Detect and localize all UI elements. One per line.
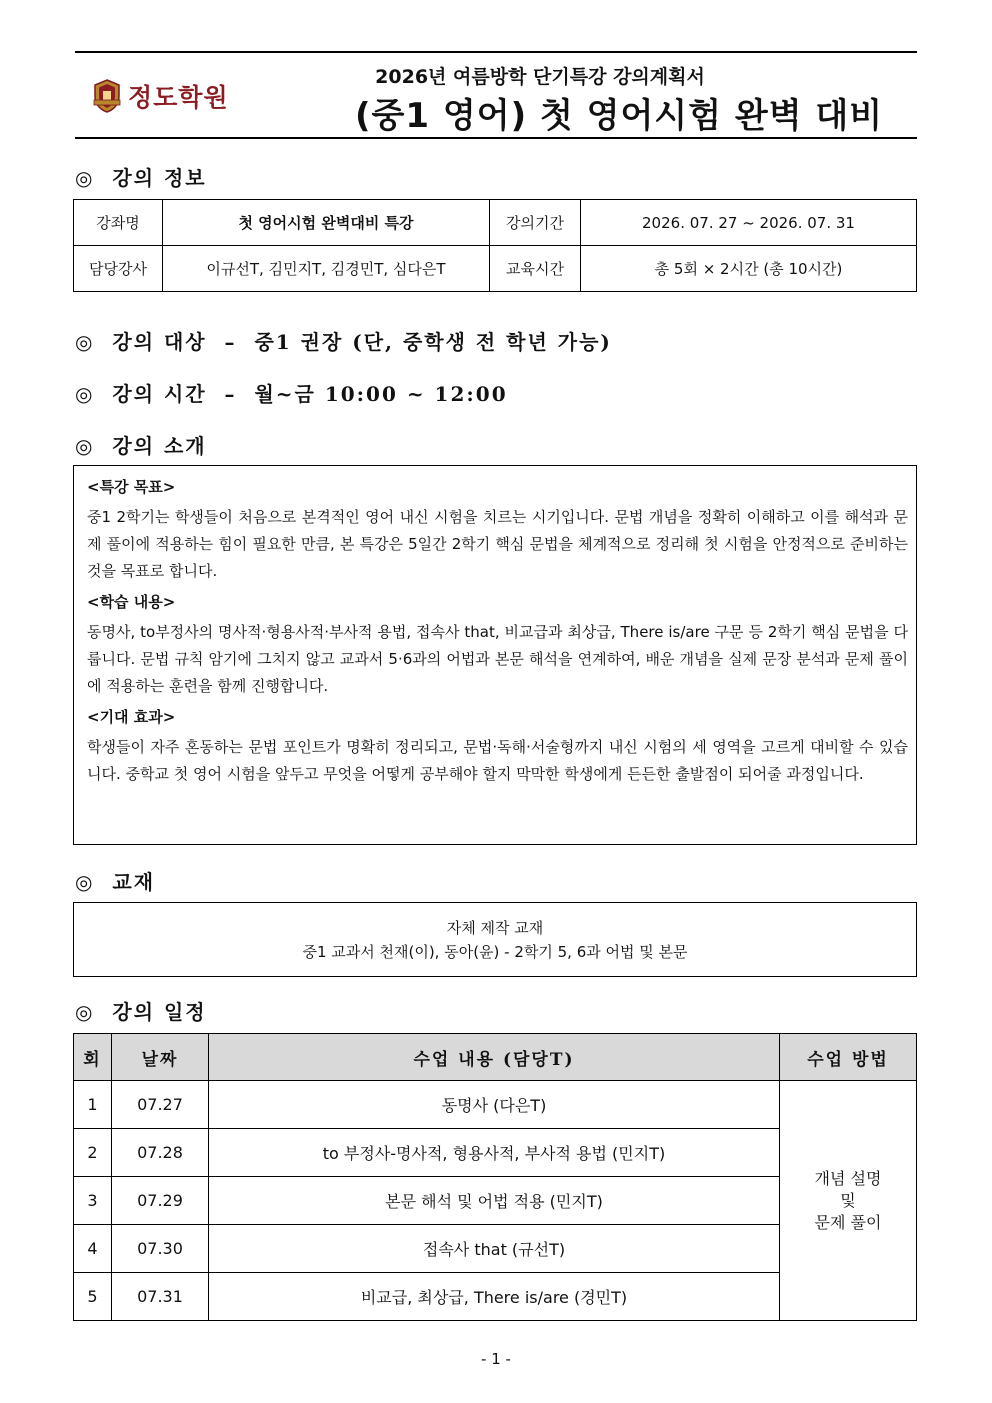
col-header-no: 회 xyxy=(74,1034,112,1081)
intro-box xyxy=(73,465,917,845)
row-content: 동명사 (다은T) xyxy=(209,1081,780,1129)
row-date: 07.31 xyxy=(112,1273,209,1321)
hours-value: 총 5회 × 2시간 (총 10시간) xyxy=(581,246,917,292)
method-line: 개념 설명 xyxy=(814,1168,882,1188)
content-text: 동명사, to부정사의 명사적·형용사적·부사적 용법, 접속사 that, 비교급과 최상급, There is/are 구문 등 2학기 핵심 문법을 다룹니다. 문법 규칙 암기에 그치지 않고 교과서 5·6과의 어법과 본문 해석을 연계하여, 배운 개념을 실제 문장 분석과 문제 풀이에 적용하는 훈련을 함께 진행합니다. xyxy=(87,623,908,695)
row-no: 3 xyxy=(74,1177,112,1225)
header-rule xyxy=(75,137,917,139)
row-content: 비교급, 최상급, There is/are (경민T) xyxy=(209,1273,780,1321)
row-date: 07.28 xyxy=(112,1129,209,1177)
method-cell xyxy=(780,1081,917,1321)
teacher-value: 이규선T, 김민지T, 김경민T, 심다은T xyxy=(163,246,490,292)
row-no: 1 xyxy=(74,1081,112,1129)
schedule-table xyxy=(73,1033,917,1321)
textbook-box xyxy=(73,902,917,977)
page-number: - 1 - xyxy=(481,1350,511,1368)
logo-text: 정도학원 xyxy=(128,83,229,112)
crest-icon xyxy=(92,78,122,114)
section-schedule-heading: ◎ 강의 일정 xyxy=(75,1000,207,1024)
course-label: 강좌명 xyxy=(74,200,163,246)
row-date: 07.27 xyxy=(112,1081,209,1129)
info-table xyxy=(73,199,917,292)
info-row xyxy=(74,200,917,246)
content-heading: <학습 내용> xyxy=(87,593,176,611)
document-subtitle: 2026년 여름방학 단기특강 강의계획서 xyxy=(375,66,705,88)
section-textbook-heading: ◎ 교재 xyxy=(75,870,156,894)
period-label: 강의기간 xyxy=(490,200,581,246)
row-content: 본문 해석 및 어법 적용 (민지T) xyxy=(209,1177,780,1225)
textbook-line: 자체 제작 교재 xyxy=(446,919,544,937)
section-intro-heading: ◎ 강의 소개 xyxy=(75,434,207,458)
section-info-heading: ◎ 강의 정보 xyxy=(75,166,207,190)
row-no: 5 xyxy=(74,1273,112,1321)
col-header-method: 수업 방법 xyxy=(780,1034,917,1081)
teacher-label: 담당강사 xyxy=(74,246,163,292)
col-header-content: 수업 내용 (담당T) xyxy=(209,1034,780,1081)
method-line: 및 xyxy=(840,1190,856,1210)
goal-text: 중1 2학기는 학생들이 처음으로 본격적인 영어 내신 시험을 치르는 시기입니다. 문법 개념을 정확히 이해하고 이를 해석과 문제 풀이에 적용하는 힘이 필요한 만큼, 본 특강은 5일간 2학기 핵심 문법을 체계적으로 정리해 첫 시험을 안정적으로 준비하는 것을 목표로 합니다. xyxy=(87,508,908,580)
col-header-date: 날짜 xyxy=(112,1034,209,1081)
section-target-heading: ◎ 강의 대상 – 중1 권장 (단, 중학생 전 학년 가능) xyxy=(75,330,612,354)
goal-heading: <특강 목표> xyxy=(87,478,176,496)
row-content: to 부정사-명사적, 형용사적, 부사적 용법 (민지T) xyxy=(209,1129,780,1177)
document-title: (중1 영어) 첫 영어시험 완벽 대비 xyxy=(355,96,884,136)
row-no: 2 xyxy=(74,1129,112,1177)
effect-text: 학생들이 자주 혼동하는 문법 포인트가 명확히 정리되고, 문법·독해·서술형까지 내신 시험의 세 영역을 고르게 대비할 수 있습니다. 중학교 첫 영어 시험을 앞두고 무엇을 어떻게 공부해야 할지 막막한 학생에게 든든한 출발점이 되어줄 과정입니다. xyxy=(87,738,908,783)
period-value: 2026. 07. 27 ~ 2026. 07. 31 xyxy=(581,200,917,246)
method-line: 문제 풀이 xyxy=(814,1212,882,1232)
section-time-heading: ◎ 강의 시간 – 월~금 10:00 ~ 12:00 xyxy=(75,382,508,406)
row-date: 07.29 xyxy=(112,1177,209,1225)
info-row xyxy=(74,246,917,292)
row-no: 4 xyxy=(74,1225,112,1273)
course-value: 첫 영어시험 완벽대비 특강 xyxy=(163,200,490,246)
textbook-line: 중1 교과서 천재(이), 동아(윤) - 2학기 5, 6과 어법 및 본문 xyxy=(302,943,688,961)
hours-label: 교육시간 xyxy=(490,246,581,292)
row-content: 접속사 that (규선T) xyxy=(209,1225,780,1273)
table-row xyxy=(74,1081,917,1129)
schedule-header-row xyxy=(74,1034,917,1081)
logo xyxy=(92,76,252,116)
top-rule xyxy=(75,51,917,53)
effect-heading: <기대 효과> xyxy=(87,708,176,726)
row-date: 07.30 xyxy=(112,1225,209,1273)
